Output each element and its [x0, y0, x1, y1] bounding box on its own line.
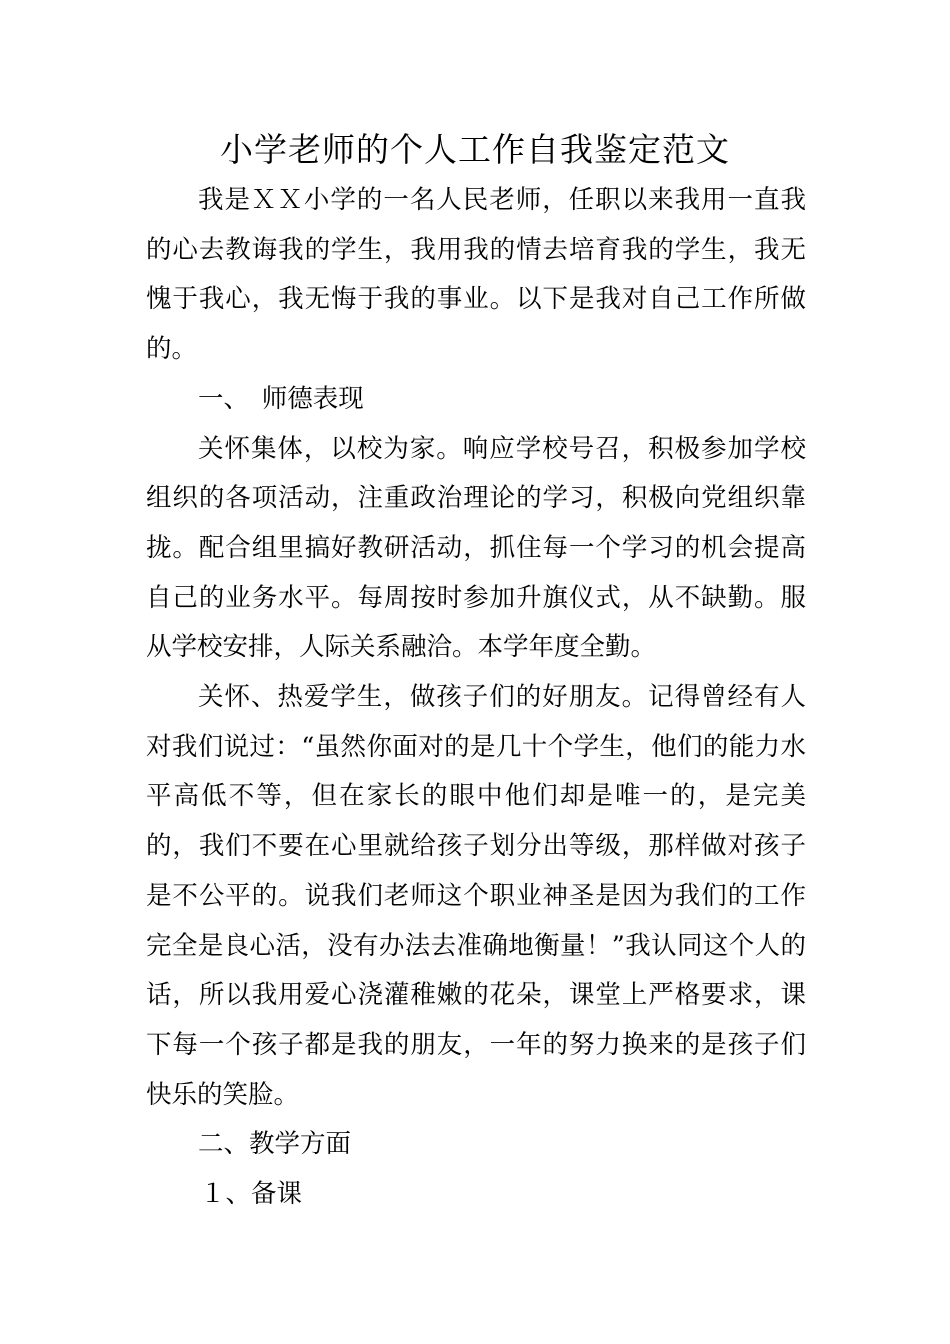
section-heading-teaching: 二、教学方面: [198, 1129, 352, 1160]
section-heading-ethics: 一、 师德表现: [198, 383, 364, 414]
intro-paragraph: 我是ＸＸ小学的一名人民老师，任职以来我用一直我的心去教诲我的学生，我用我的情去培育我的学生，我无愧于我心，我无悔于我的事业。以下是我对自己工作所做的。: [146, 185, 806, 365]
ethics-paragraph-2: 关怀、热爱学生，做孩子们的好朋友。记得曾经有人对我们说过：“虽然你面对的是几十个学生，他们的能力水平高低不等，但在家长的眼中他们却是唯一的，是完美的，我们不要在心里就给孩子划分出等级，那样做对孩子是不公平的。说我们老师这个职业神圣是因为我们的工作完全是良心活，没有办法去准确地衡量！”我认同这个人的话，所以我用爱心浇灌稚嫩的花朵，课堂上严格要求，课下每一个孩子都是我的朋友，一年的努力换来的是孩子们快乐的笑脸。: [146, 682, 806, 1110]
document-title: 小学老师的个人工作自我鉴定范文: [220, 130, 730, 169]
document-body: [146, 176, 806, 1220]
subsection-heading-lesson-prep: １、备课: [200, 1179, 303, 1210]
ethics-paragraph-1: 关怀集体，以校为家。响应学校号召，积极参加学校组织的各项活动，注重政治理论的学习，积极向党组织靠拢。配合组里搞好教研活动，抓住每一个学习的机会提高自己的业务水平。每周按时参加升旗仪式，从不缺勤。服从学校安排，人际关系融洽。本学年度全勤。: [146, 433, 806, 663]
